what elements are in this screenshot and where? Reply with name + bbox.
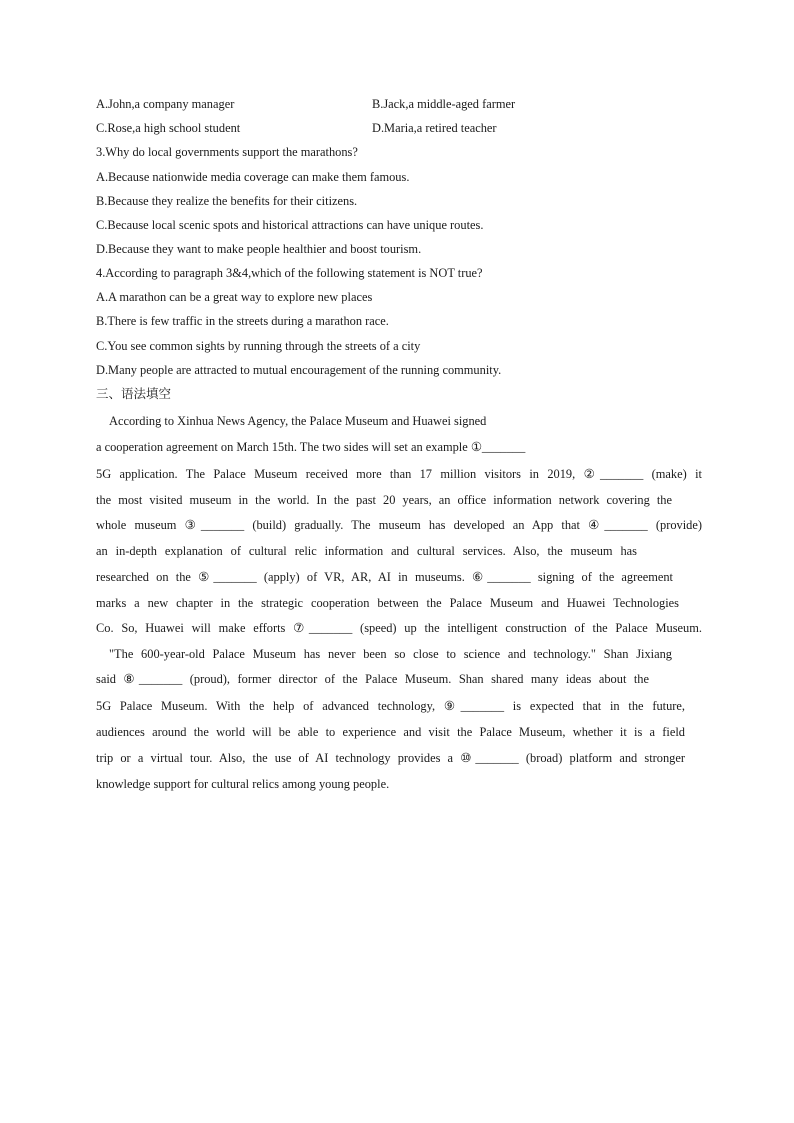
q3-option-a: A.Because nationwide media coverage can make them famous. — [96, 170, 410, 184]
passage-line: trip or a virtual tour. Also, the use of AI technology provides a ⑩_______ (broad) platform and stronger — [96, 751, 685, 765]
passage-line: a cooperation agreement on March 15th. The two sides will set an example ①_______ — [96, 440, 526, 454]
passage-line: According to Xinhua News Agency, the Palace Museum and Huawei signed — [109, 414, 487, 428]
q4-option-a: A.A marathon can be a great way to explore new places — [96, 290, 373, 304]
passage-line: knowledge support for cultural relics among young people. — [96, 777, 390, 791]
passage-line: marks a new chapter in the strategic cooperation between the Palace Museum and Huawei Technologies — [96, 596, 679, 610]
q4-question: 4.According to paragraph 3&4,which of the following statement is NOT true? — [96, 266, 483, 280]
q4-option-d: D.Many people are attracted to mutual encouragement of the running community. — [96, 363, 502, 377]
passage-line: 5G Palace Museum. With the help of advanced technology, ⑨_______ is expected that in the future, — [96, 699, 685, 713]
q4-option-b: B.There is few traffic in the streets during a marathon race. — [96, 314, 389, 328]
q3-option-c: C.Because local scenic spots and historical attractions can have unique routes. — [96, 218, 484, 232]
passage-line: audiences around the world will be able to experience and visit the Palace Museum, whether it is a field — [96, 725, 685, 739]
passage-line: "The 600-year-old Palace Museum has never been so close to science and technology." Shan Jixiang — [109, 647, 672, 661]
passage-line: 5G application. The Palace Museum received more than 17 million visitors in 2019, ②_______ (make) it — [96, 467, 702, 481]
passage-line: the most visited museum in the world. In the past 20 years, an office information network covering the — [96, 493, 672, 507]
q2-option-b: B.Jack,a middle-aged farmer — [372, 97, 516, 111]
q3-option-d: D.Because they want to make people healthier and boost tourism. — [96, 242, 422, 256]
passage-line: Co. So, Huawei will make efforts ⑦_______ (speed) up the intelligent construction of the Palace Museum. — [96, 621, 702, 635]
q3-question: 3.Why do local governments support the marathons? — [96, 145, 358, 159]
passage-line: whole museum ③_______ (build) gradually. The museum has developed an App that ④_______ (provide) — [96, 518, 702, 532]
q4-option-c: C.You see common sights by running through the streets of a city — [96, 339, 421, 353]
q2-option-d: D.Maria,a retired teacher — [372, 121, 497, 135]
passage-line: an in-depth explanation of cultural relic information and cultural services. Also, the museum has — [96, 544, 637, 558]
q2-option-a: A.John,a company manager — [96, 97, 235, 111]
section-heading: 三、语法填空 — [96, 386, 172, 401]
passage-line: researched on the ⑤_______ (apply) of VR, AR, AI in museums. ⑥_______ signing of the agreement — [96, 570, 673, 584]
q2-option-c: C.Rose,a high school student — [96, 121, 241, 135]
q3-option-b: B.Because they realize the benefits for their citizens. — [96, 194, 358, 208]
passage-line: said ⑧_______ (proud), former director of the Palace Museum. Shan shared many ideas about the — [96, 672, 649, 686]
